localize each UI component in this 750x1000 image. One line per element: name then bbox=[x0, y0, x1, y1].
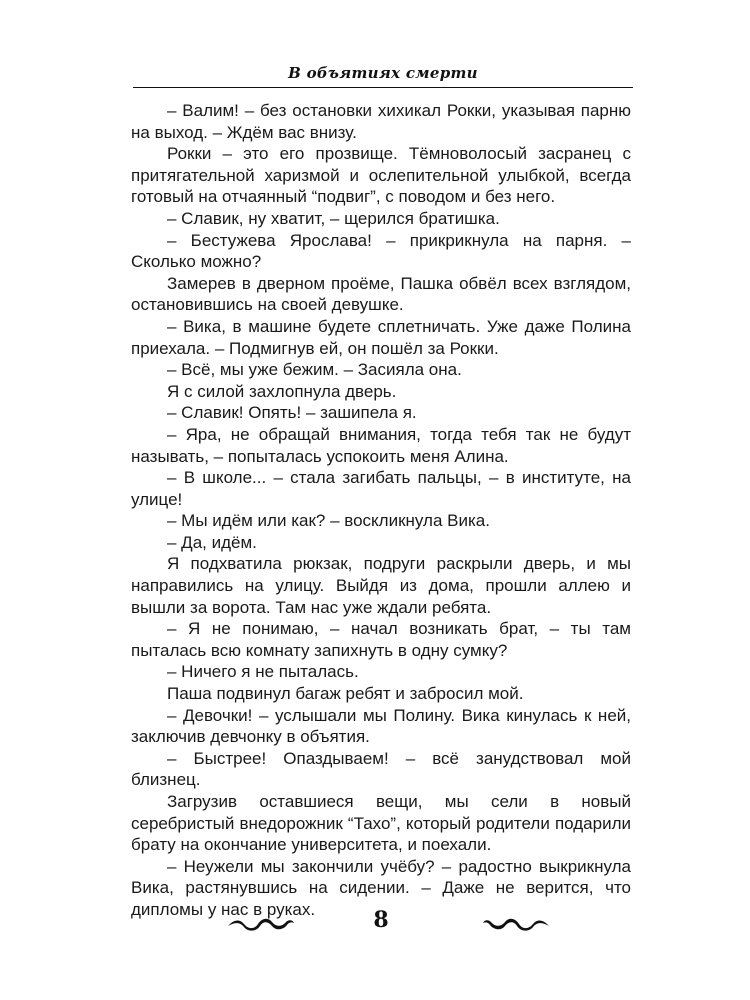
header-title: В объятиях смерти bbox=[288, 64, 478, 82]
paragraph: – Славик, ну хватит, – щерился братишка. bbox=[167, 208, 500, 228]
paragraph: – Славик! Опять! – зашипела я. bbox=[167, 403, 417, 423]
paragraph: – Я не понимаю, – начал возникать брат, – ты там пыталась всю комнату запихнуть в одну сумку? bbox=[131, 619, 631, 660]
paragraph: – Девочки! – услышали мы Полину. Вика кинулась к ней, заключив девчонку в объятия. bbox=[131, 705, 631, 747]
paragraph: Я подхватила рюкзак, подруги раскрыли дверь, и мы направились на улицу. Выйдя из дома, прошли аллею и вышли за ворота. Там нас уже ждали ребята. bbox=[131, 554, 631, 617]
paragraph: – Валим! – без остановки хихикал Рокки, указывая парню на выход. – Ждём вас внизу. bbox=[131, 101, 631, 142]
page-footer bbox=[131, 905, 631, 941]
paragraph: Загрузив оставшиеся вещи, мы сели в новый серебристый внедорожник “Тахо”, который родители подарили брату на окончание университета, и поехали. bbox=[131, 792, 631, 855]
page-number: 8 bbox=[373, 907, 389, 933]
swirl-ornament-right-icon bbox=[481, 913, 551, 935]
paragraph: – Мы идём или как? – воскликнула Вика. bbox=[167, 511, 490, 531]
paragraph: – Да, идём. bbox=[167, 532, 257, 552]
paragraph: – Вика, в машине будете сплетничать. Уже даже Полина приехала. – Подмигнув ей, он пошёл за Рокки. bbox=[131, 316, 631, 358]
paragraph: Паша подвинул багаж ребят и забросил мой. bbox=[167, 684, 524, 704]
paragraph: Рокки – это его прозвище. Тёмноволосый засранец с притягательной харизмой и ослепительной улыбкой, всегда готовый на отчаянный “подвиг”, с поводом и без него. bbox=[131, 144, 631, 207]
paragraph: – Бестужева Ярослава! – прикрикнула на парня. – Сколько можно? bbox=[131, 230, 631, 272]
paragraph: Я с силой захлопнула дверь. bbox=[167, 381, 397, 401]
paragraph: – Быстрее! Опаздываем! – всё занудствовал мой близнец. bbox=[131, 748, 631, 790]
paragraph: – Яра, не обращай внимания, тогда тебя так не будут называть, – попыталась успокоить меня Алина. bbox=[131, 424, 631, 466]
paragraph: Замерев в дверном проёме, Пашка обвёл всех взглядом, остановившись на своей девушке. bbox=[131, 273, 631, 315]
running-header bbox=[133, 64, 633, 88]
paragraph: – Неужели мы закончили учёбу? – радостно выкрикнула Вика, растянувшись на сидении. – Даже не верится, что дипломы у нас в руках. bbox=[131, 856, 631, 919]
paragraph: – Всё, мы уже бежим. – Засияла она. bbox=[167, 360, 462, 380]
header-rule bbox=[133, 87, 633, 88]
page-body bbox=[131, 100, 631, 921]
paragraph: – Ничего я не пыталась. bbox=[167, 662, 359, 682]
paragraph: – В школе... – стала загибать пальцы, – в институте, на улице! bbox=[131, 468, 631, 509]
